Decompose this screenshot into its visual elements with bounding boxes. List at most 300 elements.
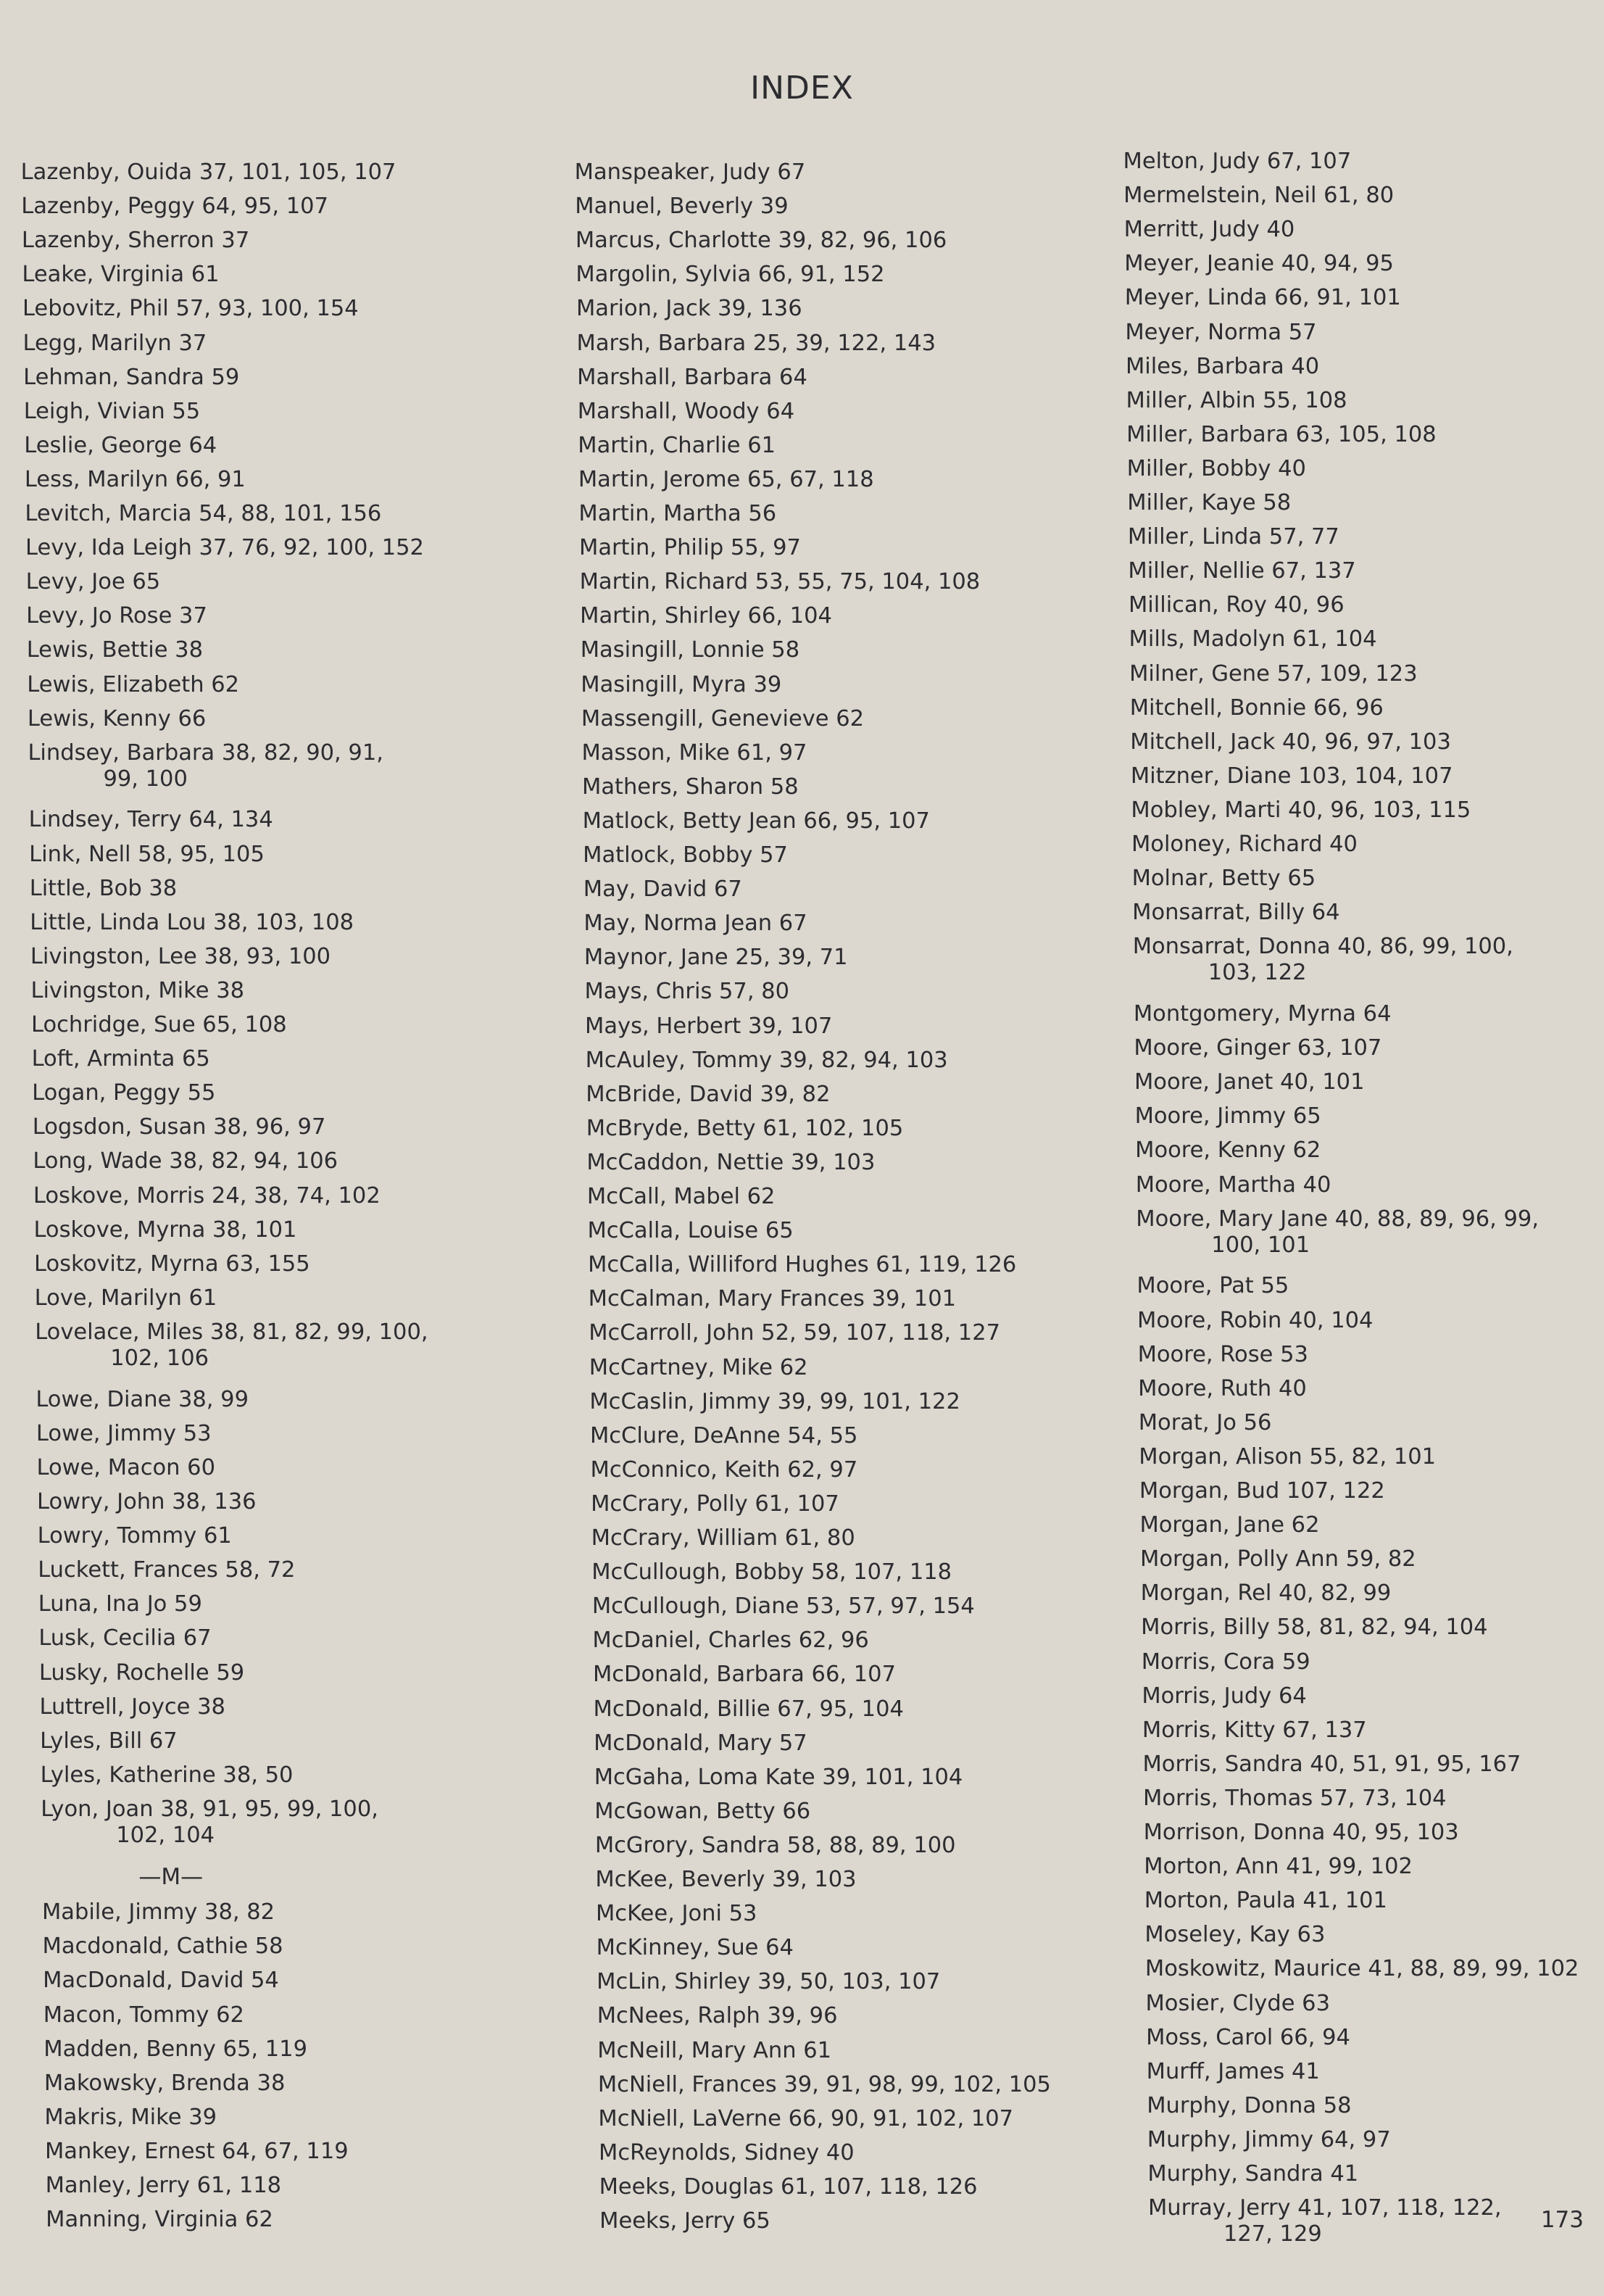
index-entry-text: Morris, Billy 58, 81, 82, 94, 104 — [1141, 1615, 1488, 1641]
index-entry-text: Morgan, Rel 40, 82, 99 — [1140, 1580, 1392, 1607]
index-entry-text: Mosier, Clyde 63 — [1145, 1990, 1330, 2016]
index-entry — [24, 399, 201, 425]
index-entry — [599, 2208, 770, 2234]
index-entry — [46, 2207, 273, 2233]
index-entry-text: May, David 67 — [583, 876, 742, 903]
index-entry-text: Meyer, Jeanie 40, 94, 95 — [1124, 251, 1394, 277]
index-entry — [38, 1523, 232, 1549]
index-entry-continuation: 102, 106 — [110, 1345, 209, 1371]
index-entry — [23, 331, 207, 357]
index-entry-text: Loft, Arminta 65 — [31, 1046, 210, 1072]
index-entry — [577, 365, 807, 391]
index-entry-text: Macdonald, Cathie 58 — [42, 1934, 283, 1960]
index-entry-text: Moseley, Kay 63 — [1144, 1922, 1326, 1948]
index-entry — [26, 603, 207, 629]
index-entry-text: Moore, Pat 55 — [1136, 1273, 1289, 1299]
index-entry — [1124, 251, 1394, 277]
index-entry-text: Lyon, Joan 38, 91, 95, 99, 100, — [41, 1796, 378, 1822]
index-entry-text: McDonald, Mary 57 — [594, 1730, 807, 1756]
index-entry-text: McCarroll, John 52, 59, 107, 118, 127 — [589, 1320, 1000, 1346]
index-entry-text: Masingill, Myra 39 — [581, 671, 782, 697]
index-entry-text: Livingston, Mike 38 — [30, 977, 244, 1003]
index-entry — [587, 1218, 793, 1244]
index-entry — [22, 228, 249, 254]
index-entry — [29, 842, 265, 868]
index-entry-text: Miller, Linda 57, 77 — [1127, 524, 1339, 550]
index-entry — [25, 501, 381, 527]
index-entry-text: Marion, Jack 39, 136 — [575, 296, 802, 322]
index-entry-text: Martin, Richard 53, 55, 75, 104, 108 — [579, 569, 981, 595]
index-entry-text: Lowe, Jimmy 53 — [36, 1420, 212, 1446]
index-entry — [592, 1628, 868, 1654]
index-entry-text: Massengill, Genevieve 62 — [581, 705, 865, 732]
index-entry-text: Morat, Jo 56 — [1138, 1409, 1272, 1435]
index-entry — [579, 535, 801, 561]
index-entry-text: McLin, Shirley 39, 50, 103, 107 — [597, 1969, 941, 1995]
index-entry-text: Moore, Ginger 63, 107 — [1134, 1035, 1382, 1061]
index-entry — [589, 1355, 808, 1381]
index-entry — [1123, 149, 1352, 175]
index-entry-text: McCalla, Williford Hughes 61, 119, 126 — [588, 1252, 1017, 1278]
index-entry — [1136, 1206, 1539, 1259]
index-entry — [1125, 320, 1316, 346]
index-entry — [21, 194, 328, 220]
index-entry — [580, 569, 981, 595]
index-entry-text: McDaniel, Charles 62, 96 — [592, 1628, 869, 1654]
index-entry-text: Marcus, Charlotte 39, 82, 96, 106 — [575, 228, 947, 254]
index-entry-text: McReynolds, Sidney 40 — [599, 2139, 855, 2166]
index-entry — [33, 1114, 326, 1140]
index-entry — [1143, 1786, 1447, 1812]
index-entry — [1139, 1478, 1385, 1504]
index-entry-text: Mills, Madolyn 61, 104 — [1129, 626, 1377, 652]
index-entry-text: McDonald, Billie 67, 95, 104 — [593, 1696, 904, 1722]
index-entry — [586, 1150, 875, 1176]
index-entry-text: Manning, Virginia 62 — [46, 2207, 273, 2233]
index-entry — [28, 740, 383, 792]
index-entry-text: Leslie, George 64 — [24, 432, 217, 458]
index-entry-text: McCullough, Bobby 58, 107, 118 — [591, 1559, 952, 1586]
section-header: —M— — [138, 1863, 204, 1890]
index-entry-text: Mitchell, Bonnie 66, 96 — [1129, 695, 1384, 721]
index-entry-text: Melton, Judy 67, 107 — [1123, 149, 1352, 174]
index-entry — [1124, 217, 1295, 243]
index-entry — [21, 159, 396, 186]
index-entry — [1133, 934, 1513, 986]
index-entry-text: Millican, Roy 40, 96 — [1128, 592, 1345, 618]
index-entry — [1131, 763, 1453, 789]
index-entry-text: Morrison, Donna 40, 95, 103 — [1143, 1820, 1459, 1846]
index-entry-text: Miller, Bobby 40 — [1126, 455, 1306, 481]
index-entry-text: McKee, Joni 53 — [595, 1901, 757, 1927]
index-entry — [599, 2174, 978, 2200]
index-entry — [590, 1423, 857, 1449]
index-entry — [1139, 1444, 1436, 1470]
index-entry — [576, 296, 802, 322]
index-entry-text: McGowan, Betty 66 — [594, 1798, 811, 1824]
index-entry — [38, 1557, 295, 1583]
index-entry — [597, 1935, 794, 1961]
index-entry-text: Manspeaker, Judy 67 — [574, 159, 806, 185]
index-entry — [25, 467, 246, 493]
index-entry — [29, 807, 273, 833]
index-entry-text: Lusky, Rochelle 59 — [38, 1659, 245, 1686]
index-entry-text: Meeks, Jerry 65 — [599, 2208, 770, 2234]
index-entry — [25, 535, 424, 561]
index-entry-text: McCaslin, Jimmy 39, 99, 101, 122 — [589, 1388, 960, 1414]
index-entry-text: McDonald, Barbara 66, 107 — [592, 1662, 896, 1688]
index-entry — [1142, 1717, 1367, 1744]
index-entry — [1131, 797, 1471, 824]
index-entry-text: Lyles, Bill 67 — [40, 1728, 178, 1754]
index-entry — [599, 2140, 855, 2166]
index-entry — [591, 1525, 855, 1551]
index-entry — [34, 1251, 310, 1277]
index-entry-text: Morris, Judy 64 — [1142, 1683, 1307, 1709]
index-entry-text: Lovelace, Miles 38, 81, 82, 99, 100, — [35, 1319, 428, 1345]
index-entry — [1127, 490, 1291, 516]
index-entry-text: Less, Marilyn 66, 91 — [24, 466, 246, 492]
index-entry — [594, 1696, 904, 1723]
index-entry — [1138, 1376, 1307, 1402]
index-entry-text: Lewis, Kenny 66 — [27, 705, 207, 732]
index-entry — [581, 672, 781, 698]
index-entry-continuation: 99, 100 — [103, 766, 188, 792]
index-entry — [1131, 832, 1358, 858]
index-entry — [1134, 1001, 1392, 1027]
index-entry — [597, 1969, 940, 1995]
index-entry — [1126, 354, 1319, 380]
index-entry-text: Manley, Jerry 61, 118 — [45, 2173, 282, 2199]
index-entry-text: Morris, Sandra 40, 51, 91, 95, 167 — [1142, 1751, 1521, 1777]
index-entry — [583, 911, 807, 937]
index-entry-text: Margolin, Sylvia 66, 91, 152 — [575, 262, 885, 288]
index-entry-text: Moore, Mary Jane 40, 88, 89, 96, 99, — [1136, 1206, 1539, 1232]
index-entry-text: Martin, Jerome 65, 67, 118 — [578, 466, 874, 492]
index-entry — [22, 296, 359, 322]
index-entry — [27, 672, 239, 698]
index-entry — [28, 706, 206, 732]
index-entry — [1145, 1991, 1329, 2017]
index-entry-text: Makowsky, Brenda 38 — [43, 2070, 286, 2096]
index-entry — [1144, 1922, 1325, 1948]
index-entry — [597, 2038, 831, 2064]
index-entry — [43, 1934, 283, 1960]
index-entry — [575, 262, 884, 288]
index-entry — [46, 2173, 281, 2199]
index-entry-continuation: 100, 101 — [1211, 1232, 1310, 1258]
index-entry — [580, 603, 832, 629]
index-entry-text: Makris, Mike 39 — [44, 2104, 217, 2130]
index-entry-text: Link, Nell 58, 95, 105 — [29, 841, 265, 867]
index-entry — [584, 945, 848, 971]
index-entry — [589, 1320, 1000, 1346]
index-entry — [32, 1046, 210, 1072]
index-entry-text: Lewis, Elizabeth 62 — [27, 671, 240, 697]
index-entry — [23, 365, 239, 391]
index-entry — [598, 2106, 1013, 2132]
index-entry — [575, 194, 788, 220]
index-entry — [583, 876, 742, 903]
index-entry — [1126, 422, 1437, 448]
index-entry — [1146, 2025, 1350, 2051]
index-entry-text: Milner, Gene 57, 109, 123 — [1129, 660, 1418, 687]
index-entry-text: McCalla, Louise 65 — [587, 1218, 794, 1244]
index-entry — [43, 2036, 307, 2063]
index-entry — [581, 740, 807, 766]
index-entry — [1135, 1137, 1321, 1164]
index-entry-text: Martin, Martha 56 — [578, 501, 777, 526]
index-entry-text: McKee, Beverly 39, 103 — [595, 1867, 857, 1892]
index-entry-text: Montgomery, Myrna 64 — [1133, 1001, 1392, 1027]
index-entry — [586, 1082, 830, 1108]
index-entry — [594, 1731, 807, 1757]
index-entry-text: Mermelstein, Neil 61, 80 — [1123, 183, 1395, 209]
index-entry-text: Little, Bob 38 — [29, 875, 178, 901]
index-entry-text: Meyer, Linda 66, 91, 101 — [1124, 285, 1401, 311]
page-title: INDEX — [750, 70, 854, 107]
index-entry — [1132, 900, 1339, 926]
index-entry — [595, 1833, 956, 1859]
index-entry — [1141, 1580, 1392, 1607]
index-entry — [594, 1765, 963, 1791]
index-entry — [1129, 626, 1377, 652]
index-entry-text: Mays, Chris 57, 80 — [584, 979, 790, 1005]
index-entry — [586, 1116, 903, 1142]
index-entry-text: Moloney, Richard 40 — [1131, 832, 1358, 857]
index-entry — [589, 1286, 956, 1312]
index-entry-text: Mitzner, Diane 103, 104, 107 — [1130, 763, 1453, 789]
index-entry — [1144, 1854, 1413, 1880]
index-entry — [30, 876, 177, 902]
index-entry-text: Logsdon, Susan 38, 96, 97 — [32, 1114, 326, 1140]
index-entry-text: Miller, Kaye 58 — [1127, 490, 1292, 515]
index-entry — [1139, 1512, 1319, 1538]
index-entry-text: Mitchell, Jack 40, 96, 97, 103 — [1130, 729, 1451, 755]
index-entry-text: McCrary, Polly 61, 107 — [591, 1491, 839, 1517]
index-entry-text: Moore, Rose 53 — [1137, 1341, 1308, 1367]
index-entry-text: McGrory, Sandra 58, 88, 89, 100 — [594, 1832, 956, 1858]
index-entry-text: Lowry, Tommy 61 — [37, 1523, 232, 1549]
index-entry-text: McCalman, Mary Frances 39, 101 — [588, 1286, 957, 1312]
index-entry-text: McClure, DeAnne 54, 55 — [589, 1422, 858, 1449]
index-entry — [1125, 285, 1401, 311]
index-entry-text: Lazenby, Ouida 37, 101, 105, 107 — [20, 159, 396, 185]
index-entry-text: Matlock, Betty Jean 66, 95, 107 — [582, 808, 930, 834]
index-entry-text: Miller, Albin 55, 108 — [1126, 387, 1347, 413]
index-entry-text: Moss, Carol 66, 94 — [1146, 2024, 1350, 2050]
index-entry-text: Moore, Martha 40 — [1135, 1172, 1331, 1198]
index-entry-text: Mays, Herbert 39, 107 — [585, 1013, 833, 1039]
index-entry-text: Luckett, Frances 58, 72 — [38, 1557, 296, 1583]
index-entry-continuation: 103, 122 — [1208, 960, 1307, 986]
index-entry — [30, 978, 244, 1004]
index-entry — [1127, 456, 1306, 482]
index-entry — [24, 433, 217, 459]
index-entry-text: Lindsey, Terry 64, 134 — [28, 807, 273, 833]
index-entry — [1129, 661, 1418, 687]
index-entry — [1147, 2161, 1358, 2187]
index-entry — [583, 808, 930, 834]
index-entry — [591, 1559, 952, 1586]
index-entry — [30, 944, 331, 970]
index-entry — [1134, 1069, 1365, 1095]
index-entry — [35, 1319, 428, 1372]
index-entry-text: Leigh, Vivian 55 — [23, 398, 201, 424]
index-entry — [593, 1662, 896, 1688]
index-entry-continuation: 127, 129 — [1223, 2221, 1322, 2247]
index-entry-text: Lehman, Sandra 59 — [23, 364, 240, 390]
index-entry — [591, 1491, 839, 1517]
index-entry-text: Miller, Nellie 67, 137 — [1128, 558, 1356, 584]
index-entry — [1141, 1615, 1487, 1641]
index-entry-text: Lazenby, Sherron 37 — [21, 228, 250, 254]
index-entry-text: Marshall, Barbara 64 — [577, 364, 807, 390]
index-entry — [583, 842, 788, 869]
index-entry — [578, 467, 874, 493]
index-entry — [36, 1387, 249, 1413]
index-entry — [587, 1184, 776, 1210]
index-entry — [1142, 1683, 1307, 1709]
index-entry-text: McCaddon, Nettie 39, 103 — [586, 1149, 876, 1175]
index-entry — [33, 1183, 381, 1209]
index-entry — [594, 1799, 810, 1825]
index-entry-text: Marsh, Barbara 25, 39, 122, 143 — [576, 330, 936, 356]
index-entry-text: Lowe, Macon 60 — [36, 1454, 215, 1480]
index-entry-text: Levy, Ida Leigh 37, 76, 92, 100, 152 — [25, 535, 424, 561]
index-entry-text: McAuley, Tommy 39, 82, 94, 103 — [585, 1047, 948, 1073]
index-entry-text: Legg, Marilyn 37 — [22, 330, 207, 356]
index-entry-text: Merritt, Judy 40 — [1123, 217, 1295, 243]
index-entry — [1126, 388, 1347, 414]
index-entry — [41, 1796, 378, 1849]
index-entry-text: Lazenby, Peggy 64, 95, 107 — [21, 194, 328, 220]
index-entry — [1128, 558, 1355, 584]
index-entry-text: Luna, Ina Jo 59 — [38, 1591, 202, 1617]
index-entry — [592, 1593, 975, 1620]
index-entry-text: MacDonald, David 54 — [43, 1968, 279, 1994]
index-entry-text: Monsarrat, Donna 40, 86, 99, 100, — [1132, 934, 1513, 960]
index-entry — [1144, 1820, 1459, 1846]
index-entry-text: Morgan, Alison 55, 82, 101 — [1139, 1443, 1437, 1470]
index-entry — [1142, 1752, 1521, 1778]
index-entry-text: Loskovitz, Myrna 63, 155 — [34, 1251, 310, 1277]
index-entry-text: McCartney, Mike 62 — [589, 1354, 808, 1380]
index-entry-text: Moore, Jimmy 65 — [1134, 1103, 1321, 1130]
index-entry — [40, 1728, 178, 1754]
index-entry-text: Lewis, Bettie 38 — [26, 637, 203, 663]
index-entry — [1123, 183, 1394, 209]
index-entry-text: Levy, Jo Rose 37 — [26, 603, 207, 629]
index-entry-text: Murray, Jerry 41, 107, 118, 122, — [1147, 2195, 1502, 2221]
index-entry — [44, 2105, 217, 2131]
index-entry — [30, 910, 354, 936]
index-entry — [578, 433, 776, 459]
index-entry — [31, 1012, 287, 1038]
index-entry — [36, 1455, 215, 1481]
index-entry-text: McNees, Ralph 39, 96 — [597, 2003, 838, 2029]
index-entry — [1140, 1546, 1416, 1572]
index-entry-text: Madden, Benny 65, 119 — [43, 2036, 307, 2062]
index-entry — [37, 1489, 256, 1515]
index-entry — [1134, 1035, 1381, 1061]
index-entry-text: McNiell, LaVerne 66, 90, 91, 102, 107 — [598, 2105, 1014, 2131]
index-entry-text: Levitch, Marcia 54, 88, 101, 156 — [25, 501, 382, 526]
index-entry-text: Lindsey, Barbara 38, 82, 90, 91, — [28, 739, 383, 766]
index-entry-text: Moore, Ruth 40 — [1138, 1375, 1307, 1401]
index-entry-text: Murff, James 41 — [1146, 2058, 1320, 2084]
index-entry-text: Murphy, Jimmy 64, 97 — [1147, 2126, 1391, 2152]
index-entry-text: McBryde, Betty 61, 102, 105 — [586, 1115, 904, 1141]
index-entry — [39, 1660, 244, 1686]
index-entry — [35, 1285, 217, 1311]
index-entry — [1147, 2093, 1351, 2119]
index-entry-continuation: 102, 104 — [116, 1822, 215, 1848]
index-entry — [575, 159, 806, 186]
index-entry — [589, 1389, 960, 1415]
index-entry-text: Loskove, Myrna 38, 101 — [33, 1217, 297, 1243]
index-entry — [41, 1762, 294, 1789]
index-entry-text: McConnico, Keith 62, 97 — [590, 1456, 858, 1483]
index-entry — [43, 1968, 279, 1994]
index-entry — [22, 262, 219, 288]
index-entry-text: Lowe, Diane 38, 99 — [36, 1386, 249, 1412]
index-entry — [578, 399, 794, 425]
index-entry-text: McCrary, William 61, 80 — [591, 1525, 855, 1551]
index-entry-text: Morgan, Jane 62 — [1139, 1512, 1320, 1538]
index-entry-text: Miller, Barbara 63, 105, 108 — [1126, 421, 1437, 447]
index-entry-text: Mathers, Sharon 58 — [582, 774, 799, 800]
index-entry-text: Lebovitz, Phil 57, 93, 100, 154 — [22, 296, 359, 322]
index-entry — [1142, 1649, 1310, 1675]
index-entry — [598, 2072, 1051, 2098]
index-entry — [40, 1694, 225, 1720]
index-entry — [591, 1457, 858, 1483]
index-entry-text: Loskove, Morris 24, 38, 74, 102 — [33, 1182, 381, 1209]
index-entry-text: Lowry, John 38, 136 — [37, 1489, 257, 1515]
index-entry-text: Marshall, Woody 64 — [577, 398, 795, 424]
index-entry-text: McNiell, Frances 39, 91, 98, 99, 102, 105 — [597, 2071, 1051, 2097]
index-entry — [1130, 695, 1384, 721]
index-entry-text: Maynor, Jane 25, 39, 71 — [583, 945, 848, 971]
index-entry-text: Matlock, Bobby 57 — [583, 842, 788, 868]
index-entry-text: Murphy, Donna 58 — [1147, 2092, 1352, 2118]
index-entry-text: McBride, David 39, 82 — [586, 1081, 831, 1107]
index-entry-text: Meyer, Norma 57 — [1125, 319, 1317, 345]
index-entry — [1147, 2127, 1391, 2153]
index-entry-text: Moore, Robin 40, 104 — [1137, 1307, 1374, 1333]
index-entry — [1130, 729, 1451, 755]
index-entry — [581, 637, 799, 663]
index-entry — [1129, 592, 1345, 618]
index-entry — [577, 331, 936, 357]
index-entry — [26, 569, 161, 595]
index-entry — [597, 2003, 838, 2029]
index-entry-text: Lyles, Katherine 38, 50 — [40, 1762, 294, 1788]
index-entry — [578, 501, 776, 527]
index-entry — [1145, 1956, 1579, 1982]
index-entry-text: Manuel, Beverly 39 — [575, 194, 789, 220]
index-entry-text: Miles, Barbara 40 — [1125, 353, 1320, 379]
index-entry — [1128, 524, 1339, 550]
index-entry — [45, 2139, 349, 2165]
index-entry-text: Murphy, Sandra 41 — [1147, 2161, 1359, 2187]
index-entry — [33, 1217, 296, 1243]
index-entry-text: Morgan, Polly Ann 59, 82 — [1140, 1546, 1416, 1572]
index-entry-text: Morris, Cora 59 — [1141, 1649, 1310, 1675]
index-entry — [588, 1252, 1016, 1278]
index-entry-text: Macon, Tommy 62 — [43, 2002, 244, 2028]
